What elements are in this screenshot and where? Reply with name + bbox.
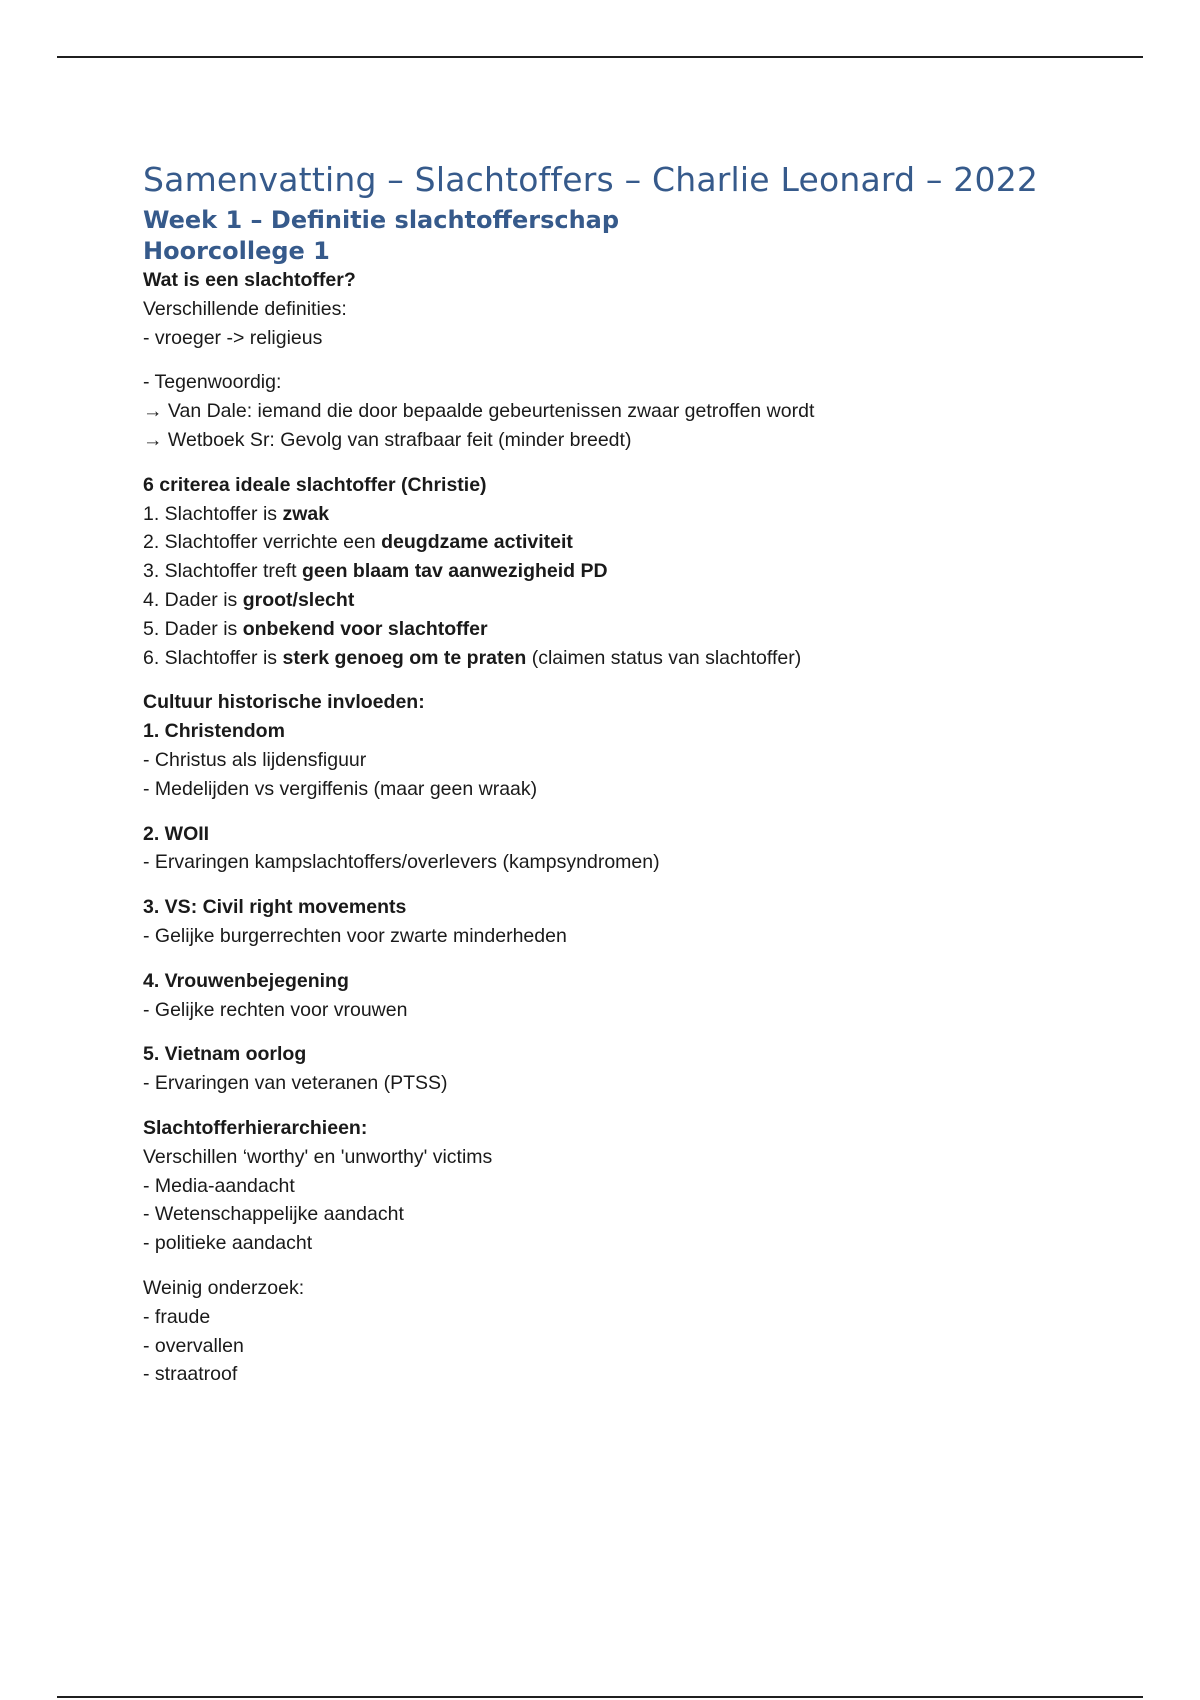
document-body (143, 158, 1103, 1389)
culture-group-title: 1. Christendom (143, 720, 285, 743)
research-intro: Weinig onderzoek: (143, 1276, 305, 1299)
culture-group-title: 4. Vrouwenbejegening (143, 969, 349, 992)
hierarchy-intro: Verschillen ‘worthy' en 'unworthy' victims (143, 1145, 493, 1168)
header-rule (57, 56, 1143, 58)
culture-group-line: - Gelijke rechten voor vrouwen (143, 998, 408, 1021)
document-title: Samenvatting – Slachtoffers – Charlie Leonard – 2022 (143, 160, 1039, 199)
culture-heading: Cultuur historische invloeden: (143, 691, 425, 714)
culture-group-title: 5. Vietnam oorlog (143, 1043, 307, 1066)
criteria-item: 3. Slachtoffer treft geen blaam tav aanwezigheid PD (143, 560, 608, 583)
lecture-heading: Hoorcollege 1 (143, 237, 330, 265)
what-now-label: - Tegenwoordig: (143, 371, 282, 394)
criteria-item: 1. Slachtoffer is zwak (143, 502, 330, 525)
culture-group-line: - Gelijke burgerrechten voor zwarte minderheden (143, 924, 567, 947)
culture-group-title: 3. VS: Civil right movements (143, 896, 407, 919)
culture-group-title: 2. WOII (143, 822, 210, 845)
week-heading: Week 1 – Definitie slachtofferschap (143, 206, 620, 234)
what-now-item: → Van Dale: iemand die door bepaalde gebeurtenissen zwaar getroffen wordt (143, 400, 815, 423)
criteria-item: 2. Slachtoffer verrichte een deugdzame activiteit (143, 531, 573, 554)
culture-group-line: - Medelijden vs vergiffenis (maar geen wraak) (143, 777, 538, 800)
hierarchy-heading: Slachtofferhierarchieen: (143, 1116, 368, 1139)
what-heading: Wat is een slachtoffer? (143, 269, 356, 291)
hierarchy-item: - Wetenschappelijke aandacht (143, 1203, 404, 1226)
culture-group-line: - Ervaringen kampslachtoffers/overlevers (kampsyndromen) (143, 851, 660, 874)
criteria-heading: 6 criterea ideale slachtoffer (Christie) (143, 473, 487, 496)
criteria-item: 6. Slachtoffer is sterk genoeg om te praten (claimen status van slachtoffer) (143, 646, 802, 669)
footer-rule (57, 1696, 1143, 1698)
criteria-item: 5. Dader is onbekend voor slachtoffer (143, 617, 488, 640)
what-now-item: → Wetboek Sr: Gevolg van strafbaar feit (minder breedt) (143, 428, 632, 451)
culture-group-line: - Christus als lijdensfiguur (143, 748, 367, 771)
research-item: - fraude (143, 1305, 211, 1328)
what-early: - vroeger -> religieus (143, 326, 323, 349)
what-intro: Verschillende definities: (143, 297, 347, 320)
culture-group-line: - Ervaringen van veteranen (PTSS) (143, 1072, 448, 1095)
research-item: - overvallen (143, 1334, 244, 1357)
research-item: - straatroof (143, 1363, 238, 1386)
hierarchy-item: - Media-aandacht (143, 1174, 295, 1197)
hierarchy-item: - politieke aandacht (143, 1232, 313, 1255)
criteria-item: 4. Dader is groot/slecht (143, 588, 355, 611)
